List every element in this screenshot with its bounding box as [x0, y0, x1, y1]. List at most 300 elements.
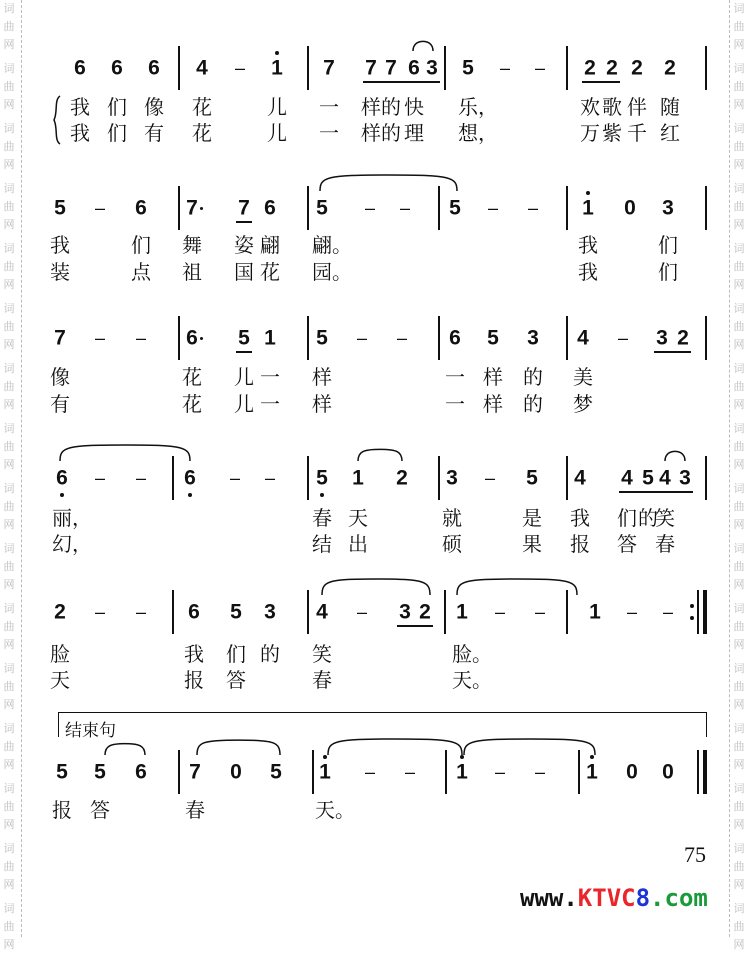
watermark-char: 词	[733, 122, 745, 135]
dash-note: –	[534, 762, 546, 782]
note: 5	[316, 466, 328, 490]
note: 4	[659, 466, 671, 490]
note: 6	[186, 326, 198, 350]
watermark-char: 词	[3, 302, 15, 315]
watermark-char: 词	[3, 542, 15, 555]
watermark-char: 曲	[3, 200, 15, 213]
watermark-char: 网	[733, 518, 745, 531]
watermark-char: 曲	[733, 320, 745, 333]
watermark-char: 网	[3, 398, 15, 411]
note: 5	[487, 326, 499, 350]
watermark-char: 词	[733, 602, 745, 615]
watermark-char: 网	[3, 638, 15, 651]
lyric-char: 笑	[655, 506, 675, 530]
watermark-char: 网	[733, 458, 745, 471]
note: 5	[56, 760, 68, 784]
watermark-char: 曲	[733, 860, 745, 873]
dash-note: –	[364, 762, 376, 782]
lyric-char: 一	[319, 95, 339, 119]
lyric-char: 天。	[452, 668, 492, 692]
lyric-char: 样	[361, 121, 381, 145]
watermark-char: 词	[733, 62, 745, 75]
dash-note: –	[499, 58, 511, 78]
watermark-char: 词	[733, 902, 745, 915]
watermark-char: 网	[733, 398, 745, 411]
note: 6	[449, 326, 461, 350]
watermark-char: 词	[3, 782, 15, 795]
note: 5	[316, 326, 328, 350]
slur-arc	[665, 451, 685, 461]
note: 1	[352, 466, 364, 490]
note: 5	[230, 600, 242, 624]
lyric-char: 园。	[312, 260, 352, 284]
watermark-char: 词	[3, 842, 15, 855]
watermark-char: 词	[3, 62, 15, 75]
dash-note: –	[494, 602, 506, 622]
lyric-char: 天。	[315, 798, 355, 822]
lyric-char: 我	[70, 95, 90, 119]
logo-part: .com	[650, 884, 708, 912]
watermark-char: 词	[3, 2, 15, 15]
dash-note: –	[487, 198, 499, 218]
note: 5	[449, 196, 461, 220]
note: 4	[577, 326, 589, 350]
watermark-char: 曲	[3, 560, 15, 573]
note: 3	[426, 56, 438, 80]
note: 1	[582, 196, 594, 220]
lyric-char: 装	[50, 260, 70, 284]
watermark-char: 网	[733, 158, 745, 171]
watermark-char: 词	[733, 362, 745, 375]
lyric-char: 儿	[267, 95, 287, 119]
watermark-char: 词	[3, 482, 15, 495]
lyric-char: 花	[182, 392, 202, 416]
watermark-char: 网	[3, 938, 15, 951]
watermark-char: 网	[3, 218, 15, 231]
watermark-char: 曲	[3, 380, 15, 393]
watermark-char: 词	[3, 722, 15, 735]
watermark-char: 网	[733, 578, 745, 591]
lyric-char: 花	[192, 95, 212, 119]
lyric-char: 想，	[458, 121, 498, 145]
dash-note: –	[264, 468, 276, 488]
lyric-char: 我	[578, 260, 598, 284]
watermark-char: 曲	[733, 200, 745, 213]
note: 0	[662, 760, 674, 784]
watermark-char: 曲	[3, 500, 15, 513]
watermark-char: 网	[733, 878, 745, 891]
slur-arc	[413, 41, 433, 51]
note: 2	[419, 600, 431, 624]
lyric-char: 春	[312, 506, 332, 530]
lyric-char: 们	[131, 233, 151, 257]
watermark-char: 词	[733, 482, 745, 495]
slur-arc	[457, 579, 577, 595]
lyric-char: 们	[658, 233, 678, 257]
note: 1	[589, 600, 601, 624]
watermark-char: 网	[733, 278, 745, 291]
watermark-char: 网	[3, 458, 15, 471]
watermark-char: 曲	[733, 680, 745, 693]
lyric-char: 有	[144, 121, 164, 145]
watermark-char: 网	[3, 518, 15, 531]
watermark-char: 网	[733, 698, 745, 711]
watermark-char: 曲	[3, 260, 15, 273]
note: 3	[399, 600, 411, 624]
lyric-char: 答	[90, 798, 110, 822]
watermark-char: 词	[733, 2, 745, 15]
note: 6	[264, 196, 276, 220]
lyric-char: 乐，	[458, 95, 498, 119]
watermark-char: 网	[733, 338, 745, 351]
note: 6	[148, 56, 160, 80]
lyric-char: 样	[361, 95, 381, 119]
note: 6	[56, 466, 68, 490]
note: 5	[270, 760, 282, 784]
lyric-char: 像	[50, 365, 70, 389]
watermark-char: 曲	[3, 80, 15, 93]
note: 1	[586, 760, 598, 784]
lyric-char: 们	[617, 506, 637, 530]
watermark-char: 曲	[733, 80, 745, 93]
lyric-char: 我	[578, 233, 598, 257]
watermark-char: 词	[3, 122, 15, 135]
lyric-char: 我	[70, 121, 90, 145]
lyric-char: 美	[573, 365, 593, 389]
dash-note: –	[484, 468, 496, 488]
lyric-char: 的	[381, 95, 401, 119]
dash-note: –	[396, 328, 408, 348]
lyric-char: 随	[660, 95, 680, 119]
lyric-char: 快	[404, 95, 424, 119]
note: 5	[94, 760, 106, 784]
lyric-char: 花	[192, 121, 212, 145]
note: 5	[526, 466, 538, 490]
watermark-char: 曲	[733, 380, 745, 393]
dash-note: –	[527, 198, 539, 218]
watermark-char: 曲	[3, 920, 15, 933]
watermark-char: 网	[733, 38, 745, 51]
note: 6	[188, 600, 200, 624]
lyric-char: 千	[627, 121, 647, 145]
watermark-char: 曲	[733, 920, 745, 933]
watermark-char: 词	[3, 362, 15, 375]
lyric-char: 样	[483, 365, 503, 389]
lyric-char: 翩	[260, 233, 280, 257]
note: 3	[527, 326, 539, 350]
dash-note: –	[135, 468, 147, 488]
note: 3	[662, 196, 674, 220]
watermark-char: 曲	[3, 740, 15, 753]
lyric-char: 儿	[267, 121, 287, 145]
note: 1	[271, 56, 283, 80]
lyric-char: 春	[185, 798, 205, 822]
lyric-char: 是	[522, 506, 542, 530]
lyric-char: 们	[226, 642, 246, 666]
lyric-char: 答	[226, 668, 246, 692]
watermark-char: 词	[3, 902, 15, 915]
page-number: 75	[684, 842, 706, 867]
watermark-char: 曲	[733, 740, 745, 753]
lyric-char: 万	[580, 121, 600, 145]
lyric-char: 春	[312, 668, 332, 692]
lyric-char: 花	[260, 260, 280, 284]
watermark-char: 网	[3, 698, 15, 711]
dash-note: –	[229, 468, 241, 488]
site-logo	[520, 884, 708, 912]
watermark-char: 曲	[733, 140, 745, 153]
note: 7	[365, 56, 377, 80]
dash-note: –	[94, 328, 106, 348]
watermark-char: 曲	[3, 440, 15, 453]
dash-note: –	[356, 602, 368, 622]
note: 6	[408, 56, 420, 80]
slur-arc	[320, 175, 457, 191]
dash-note: –	[534, 602, 546, 622]
note: 4	[316, 600, 328, 624]
lyric-char: 有	[50, 392, 70, 416]
lyric-char: 春	[655, 532, 675, 556]
note: 2	[396, 466, 408, 490]
ending-label: 结束句	[65, 721, 116, 741]
watermark-char: 曲	[3, 620, 15, 633]
note: 6	[184, 466, 196, 490]
lyric-char: 样	[312, 365, 332, 389]
lyric-char: 报	[52, 798, 72, 822]
watermark-char: 网	[3, 818, 15, 831]
watermark-char: 词	[3, 182, 15, 195]
note: 3	[656, 326, 668, 350]
note: 5	[54, 196, 66, 220]
note: 3	[679, 466, 691, 490]
lyric-char: 脸	[50, 642, 70, 666]
note: 7	[189, 760, 201, 784]
slur-arc	[60, 445, 190, 461]
note: 2	[677, 326, 689, 350]
watermark-char: 曲	[733, 440, 745, 453]
dash-note: –	[617, 328, 629, 348]
slur-arc	[358, 449, 402, 461]
watermark-char: 词	[733, 782, 745, 795]
lyric-char: 理	[404, 121, 424, 145]
watermark-char: 词	[733, 242, 745, 255]
note: 6	[111, 56, 123, 80]
note: 6	[74, 56, 86, 80]
watermark-char: 网	[3, 278, 15, 291]
lyric-char: 翩。	[312, 233, 352, 257]
watermark-char: 词	[733, 842, 745, 855]
dash-note: –	[94, 198, 106, 218]
watermark-char: 网	[733, 218, 745, 231]
logo-part: 8	[635, 884, 651, 912]
watermark-char: 网	[733, 818, 745, 831]
watermark-char: 词	[733, 422, 745, 435]
note: 1	[319, 760, 331, 784]
dash-note: –	[135, 328, 147, 348]
lyric-char: 一	[445, 365, 465, 389]
lyric-char: 笑	[312, 642, 332, 666]
note: 1	[456, 600, 468, 624]
note: 0	[626, 760, 638, 784]
lyric-char: 出	[348, 532, 368, 556]
note: 7	[54, 326, 66, 350]
note: 4	[574, 466, 586, 490]
lyric-char: 我	[184, 642, 204, 666]
watermark-char: 曲	[733, 20, 745, 33]
watermark-char: 曲	[3, 860, 15, 873]
dash-note: –	[234, 58, 246, 78]
watermark-char: 词	[733, 542, 745, 555]
slur-arc	[464, 739, 595, 755]
lyric-char: 一	[319, 121, 339, 145]
watermark-char: 曲	[3, 140, 15, 153]
note: 3	[446, 466, 458, 490]
lyric-char: 欢	[580, 95, 600, 119]
note: 7	[385, 56, 397, 80]
watermark-char: 网	[733, 98, 745, 111]
lyric-char: 我	[50, 233, 70, 257]
lyric-char: 果	[522, 532, 542, 556]
note: 2	[631, 56, 643, 80]
lyric-char: 的	[260, 642, 280, 666]
watermark-char: 词	[733, 182, 745, 195]
lyric-char: 样	[312, 392, 332, 416]
watermark-char: 网	[733, 758, 745, 771]
lyric-char: 报	[184, 668, 204, 692]
watermark-char: 网	[3, 758, 15, 771]
lyric-char: 梦	[573, 392, 593, 416]
note: 6	[135, 196, 147, 220]
lyric-char: 报	[570, 532, 590, 556]
note: 7	[238, 196, 250, 220]
lyric-char: 一	[445, 392, 465, 416]
watermark-char: 曲	[733, 260, 745, 273]
watermark-char: 词	[733, 722, 745, 735]
dash-note: –	[364, 198, 376, 218]
lyric-char: 脸。	[452, 642, 492, 666]
note: 5	[238, 326, 250, 350]
note: 0	[230, 760, 242, 784]
dash-note: –	[356, 328, 368, 348]
dash-note: –	[404, 762, 416, 782]
watermark-char: 网	[3, 578, 15, 591]
lyric-char: 的	[523, 365, 543, 389]
note: 7	[323, 56, 335, 80]
lyric-char: 歌	[602, 95, 622, 119]
watermark-char: 网	[3, 878, 15, 891]
lyric-char: 儿	[234, 392, 254, 416]
lyric-char: 祖	[182, 260, 202, 284]
lyric-char: 幻，	[52, 532, 92, 556]
lyric-char: 一	[260, 365, 280, 389]
note: 4	[621, 466, 633, 490]
watermark-char: 网	[733, 638, 745, 651]
dash-note: –	[494, 762, 506, 782]
note: 2	[584, 56, 596, 80]
lyric-char: 儿	[234, 365, 254, 389]
note: 2	[664, 56, 676, 80]
slur-arc	[322, 579, 430, 595]
slur-arc	[328, 739, 462, 755]
lyric-char: 的	[523, 392, 543, 416]
lyric-char: 天	[50, 668, 70, 692]
dash-note: –	[94, 602, 106, 622]
watermark-char: 网	[3, 38, 15, 51]
watermark-char: 网	[3, 158, 15, 171]
note: 2	[54, 600, 66, 624]
watermark-char: 网	[3, 98, 15, 111]
lyric-char: 像	[144, 95, 164, 119]
watermark-char: 曲	[3, 680, 15, 693]
lyric-char: 舞	[182, 233, 202, 257]
logo-part: www.	[520, 884, 578, 912]
lyric-char: 就	[442, 506, 462, 530]
lyric-char: 国	[234, 260, 254, 284]
slur-arc	[197, 740, 280, 755]
note: 6	[135, 760, 147, 784]
watermark-char: 曲	[733, 800, 745, 813]
lyric-char: 硕	[442, 532, 462, 556]
watermark-char: 词	[3, 422, 15, 435]
note: 5	[316, 196, 328, 220]
ending-bracket	[58, 712, 707, 741]
note: 5	[642, 466, 654, 490]
lyric-char: 们	[107, 95, 127, 119]
lyric-char: 紫	[602, 121, 622, 145]
slur-arc	[105, 744, 145, 755]
lyric-char: 红	[660, 121, 680, 145]
lyric-char: 一	[260, 392, 280, 416]
dash-note: –	[662, 602, 674, 622]
note: 1	[264, 326, 276, 350]
note: 3	[264, 600, 276, 624]
lyric-char: 天	[348, 506, 368, 530]
watermark-char: 词	[3, 602, 15, 615]
lyric-char: 的	[638, 506, 658, 530]
dash-note: –	[399, 198, 411, 218]
note: 5	[462, 56, 474, 80]
lyric-char: 们	[658, 260, 678, 284]
watermark-char: 曲	[3, 800, 15, 813]
lyric-char: 答	[617, 532, 637, 556]
note: 2	[606, 56, 618, 80]
watermark-char: 曲	[733, 500, 745, 513]
lyric-char: 花	[182, 365, 202, 389]
logo-part: KTVC	[577, 884, 636, 912]
lyric-char: 我	[570, 506, 590, 530]
lyric-char: 伴	[627, 95, 647, 119]
note: 0	[624, 196, 636, 220]
watermark-char: 曲	[3, 320, 15, 333]
note: 1	[456, 760, 468, 784]
watermark-char: 曲	[3, 20, 15, 33]
lyric-char: 样	[483, 392, 503, 416]
note: 4	[196, 56, 208, 80]
watermark-char: 网	[3, 338, 15, 351]
lyric-char: 们	[107, 121, 127, 145]
watermark-char: 词	[3, 662, 15, 675]
lyric-char: 丽，	[52, 506, 92, 530]
lyric-char: 点	[131, 260, 151, 284]
watermark-char: 词	[3, 242, 15, 255]
dash-note: –	[626, 602, 638, 622]
watermark-char: 词	[733, 662, 745, 675]
dash-note: –	[94, 468, 106, 488]
watermark-char: 词	[733, 302, 745, 315]
note: 7	[186, 196, 198, 220]
watermark-char: 曲	[733, 560, 745, 573]
lyric-char: 的	[381, 121, 401, 145]
